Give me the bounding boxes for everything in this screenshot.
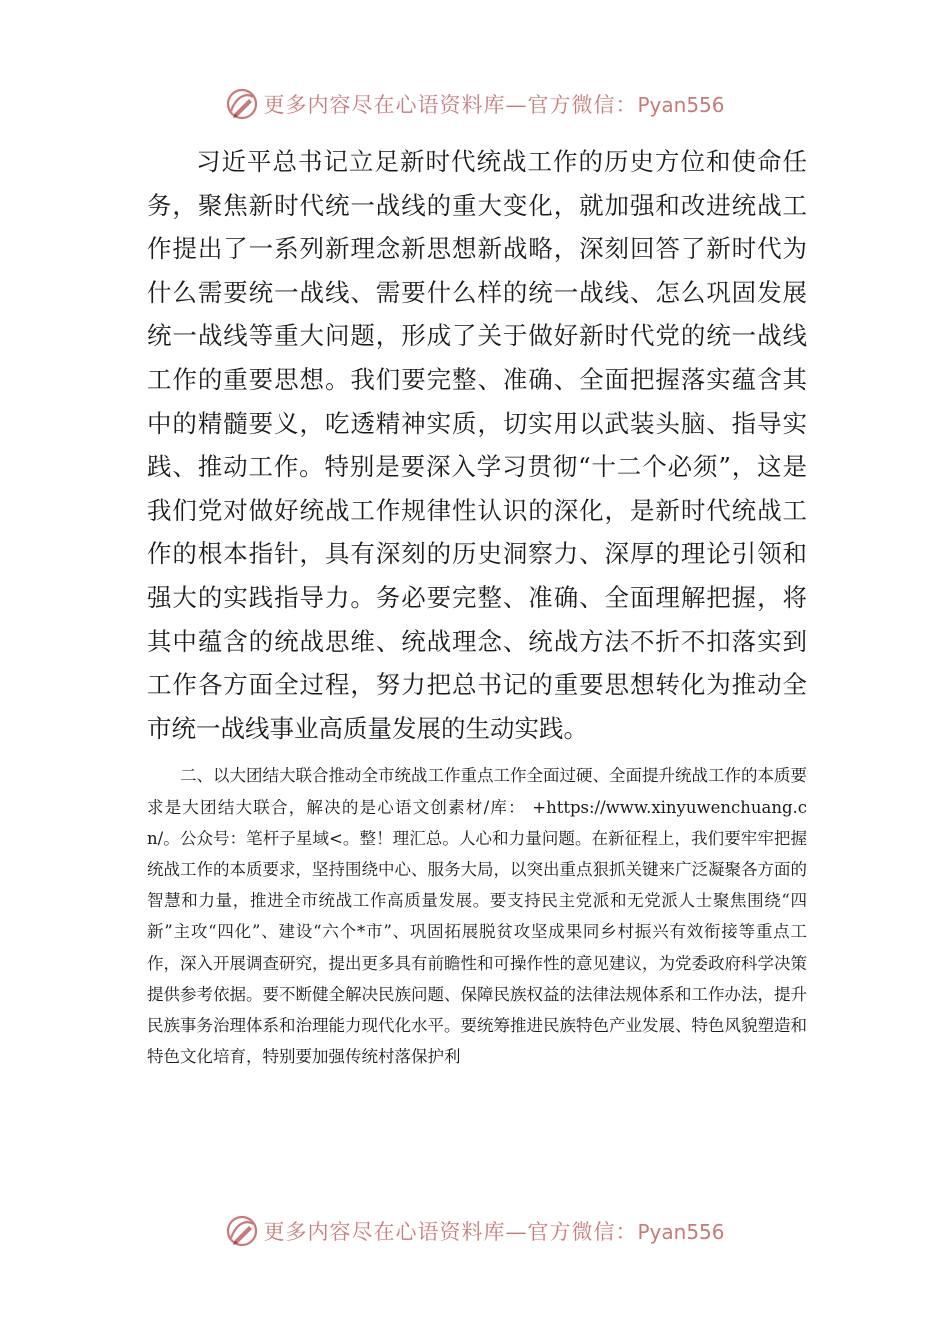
header-watermark-banner — [0, 84, 950, 124]
document-body — [147, 140, 807, 1072]
header-watermark-wechat-id: Pyan556 — [637, 93, 725, 117]
pen-swirl-logo-icon — [225, 87, 259, 121]
footer-watermark-banner — [0, 1211, 950, 1251]
footer-watermark-wechat-id: Pyan556 — [637, 1220, 725, 1244]
body-paragraph-1: 习近平总书记立足新时代统战工作的历史方位和使命任务，聚焦新时代统一战线的重大变化，就加强和改进统战工作提出了一系列新理念新思想新战略，深刻回答了新时代为什么需要统一战线、需要什么样的统一战线、怎么巩固发展统一战线等重大问题，形成了关于做好新时代党的统一战线工作的重要思想。我们要完整、准确、全面把握落实蕴含其中的精髓要义，吃透精神实质，切实用以武装头脑、指导实践、推动工作。特别是要深入学习贯彻“十二个必须”，这是我们党对做好统战工作规律性认识的深化，是新时代统战工作的根本指针，具有深刻的历史洞察力、深厚的理论引领和强大的实践指导力。务必要完整、准确、全面理解把握，将其中蕴含的统战思维、统战理念、统战方法不折不扣落实到工作各方面全过程，努力把总书记的重要思想转化为推动全市统一战线事业高质量发展的生动实践。 — [147, 147, 807, 743]
body-paragraph-2: 二、以大团结大联合推动全市统战工作重点工作全面过硬、全面提升统战工作的本质要求是大团结大联合，解决的是心语文创素材/库： +https://www.xinyuwenchuang.cn/。公众号：笔杆子星域<。整！理汇总。人心和力量问题。在新征程上，我们要牢牢把握统战工作的本质要求，坚持围绕中心、服务大局，以突出重点狠抓关键来广泛凝聚各方面的智慧和力量，推进全市统战工作高质量发展。要支持民主党派和无党派人士聚焦围绕“四新”主攻“四化”、建设“六个*市”、巩固拓展脱贫攻坚成果同乡村振兴有效衔接等重点工作，深入开展调查研究，提出更多具有前瞻性和可操作性的意见建议，为党委政府科学决策提供参考依据。要不断健全解决民族问题、保障民族权益的法律法规体系和工作办法，提升民族事务治理体系和治理能力现代化水平。要统筹推进民族特色产业发展、特色风貌塑造和特色文化培育，特别要加强传统村落保护利 — [147, 766, 807, 1067]
header-watermark-text-cn: 更多内容尽在心语资料库—官方微信： — [263, 93, 638, 117]
header-watermark-text — [263, 89, 724, 119]
pen-swirl-logo-icon — [225, 1214, 259, 1248]
footer-watermark-text — [263, 1216, 724, 1246]
footer-watermark-text-cn: 更多内容尽在心语资料库—官方微信： — [263, 1220, 638, 1244]
